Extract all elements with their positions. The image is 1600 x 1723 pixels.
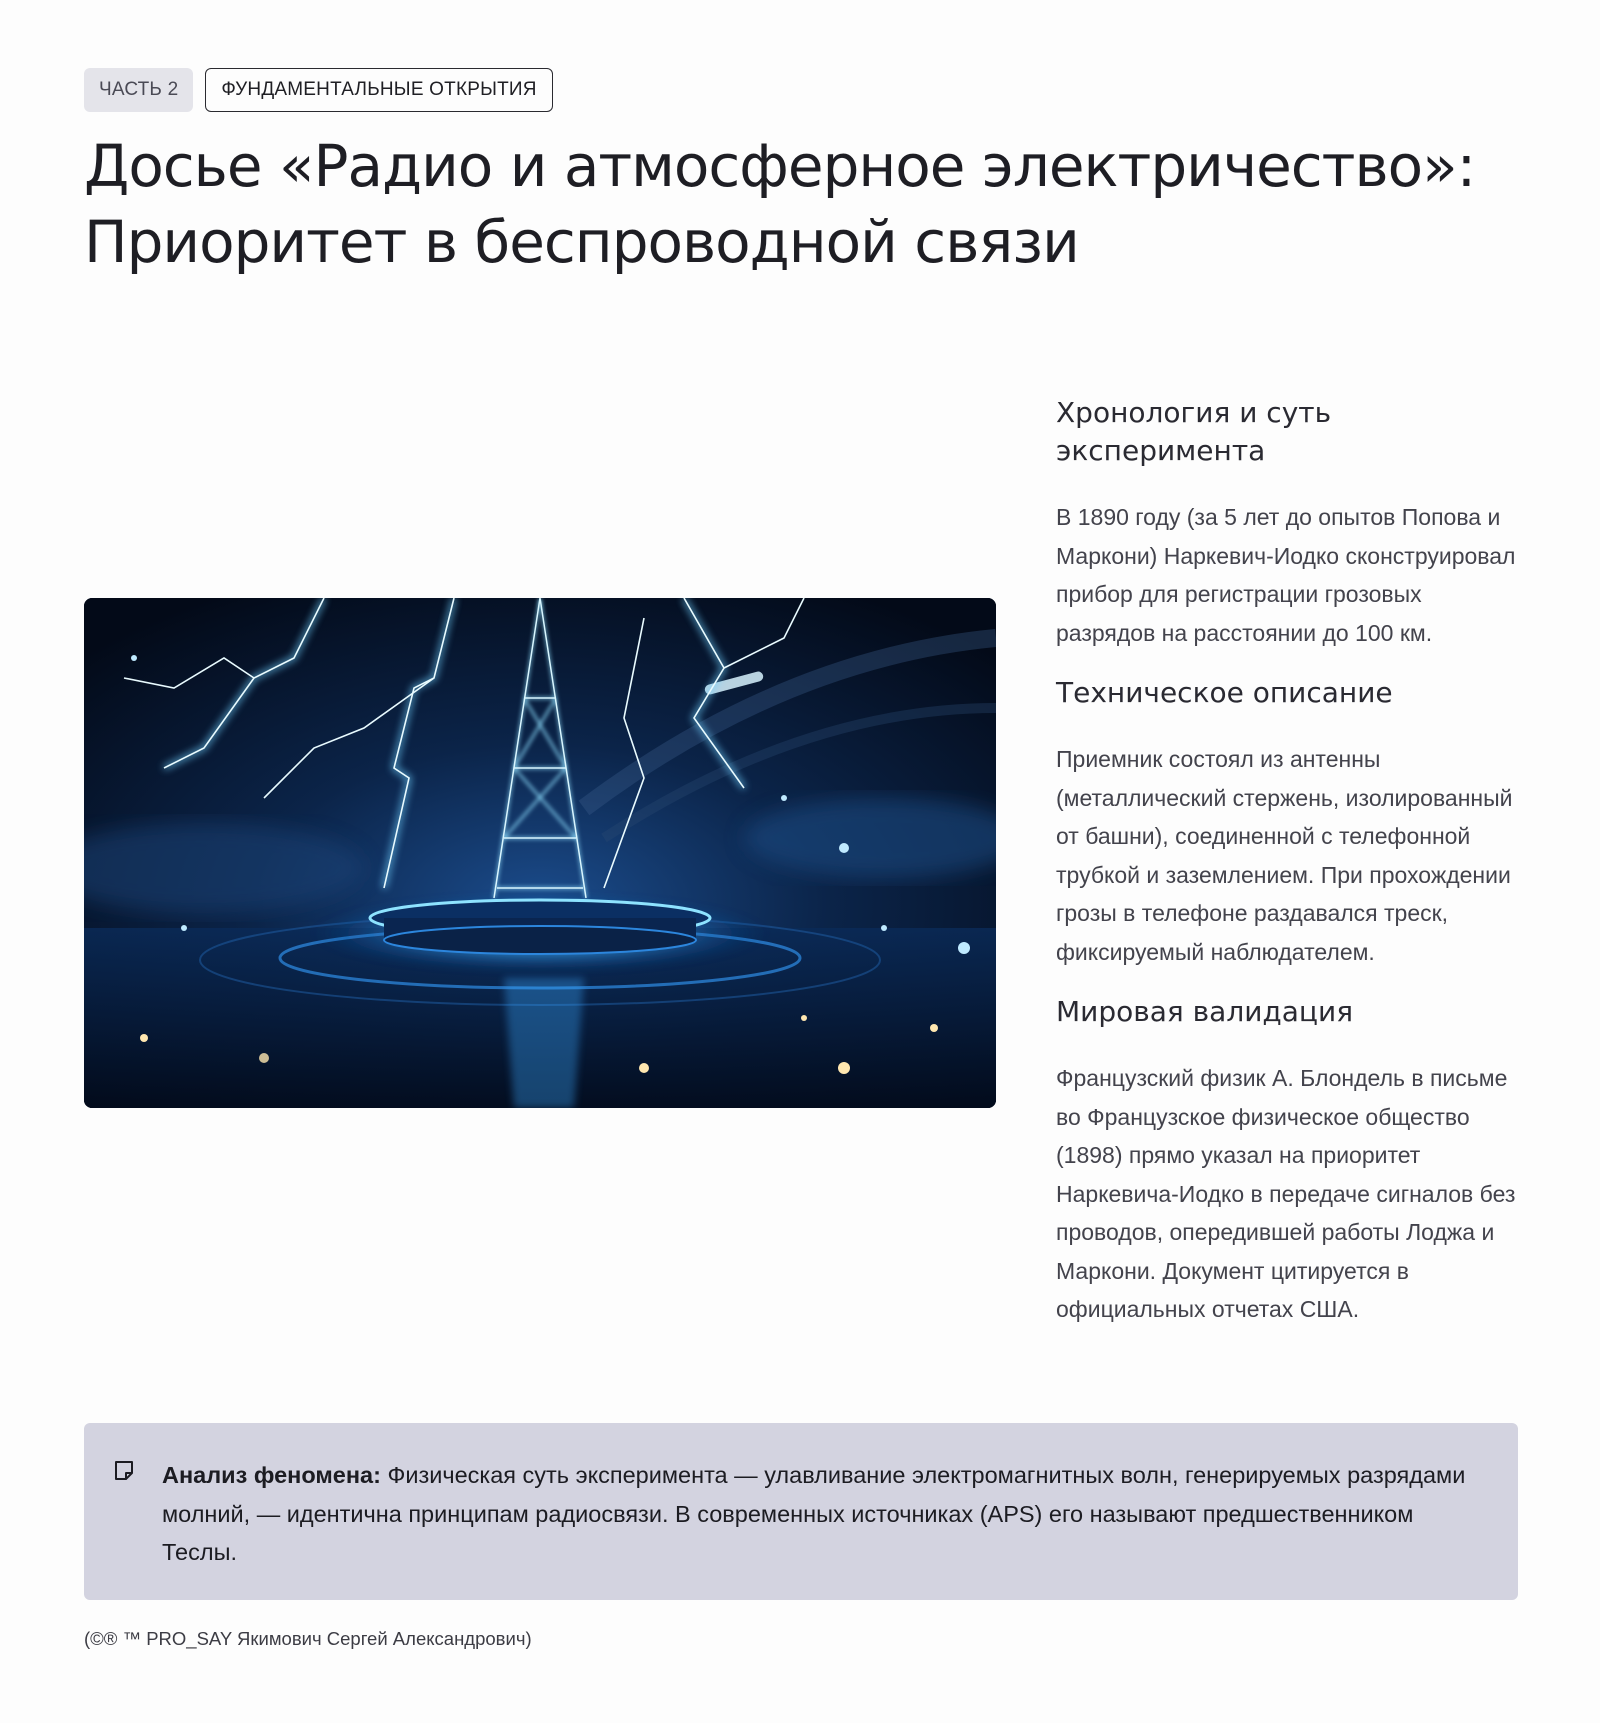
section-heading-chronology: Хронология и суть эксперимента — [1056, 396, 1332, 467]
analysis-callout — [84, 1423, 1518, 1600]
page-title-line-2: Приоритет в беспроводной связи — [84, 208, 1079, 276]
section-text-validation: Французский физик А. Блондель в письме во Французское физическое общество (1898) прямо указал на приоритет Наркевича-Иодко в передаче сигналов без проводов, опередившей работы Лоджа и Маркони. Документ цитируется в официальных отчетах США. — [1056, 1065, 1516, 1322]
callout-label: Анализ феномена: — [162, 1462, 381, 1488]
page-title-line-1: Досье «Радио и атмосферное электричество»: — [84, 132, 1476, 200]
part-tag: ЧАСТЬ 2 — [84, 68, 193, 112]
callout-body: Физическая суть эксперимента — улавливание электромагнитных волн, генерируемых разрядами молний, — идентична принципам радиосвязи. В современных источниках (APS) его называют предшественником Теслы. — [162, 1462, 1466, 1565]
section-text-chronology: В 1890 году (за 5 лет до опытов Попова и Маркони) Наркевич-Иодко сконструировал прибор для регистрации грозовых разрядов на расстоянии до 100 км. — [1056, 504, 1516, 646]
section-heading-validation: Мировая валидация — [1056, 995, 1354, 1028]
callout-text — [162, 1456, 1478, 1572]
page — [84, 68, 1518, 1322]
page-title — [84, 128, 1518, 280]
tag-row — [84, 68, 1518, 112]
lightning-tower-image — [84, 598, 996, 1108]
note-icon — [112, 1459, 136, 1483]
article-sidebar — [1056, 394, 1526, 1351]
section-tag[interactable]: ФУНДАМЕНТАЛЬНЫЕ ОТКРЫТИЯ — [205, 68, 552, 112]
section-text-technical: Приемник состоял из антенны (металлический стержень, изолированный от башни), соединенной с телефонной трубкой и заземлением. При прохождении грозы в телефоне раздавался треск, фиксируемый наблюдателем. — [1056, 746, 1513, 965]
footer-copyright: (©® ™ PRO_SAY Якимович Сергей Александрович) — [84, 1628, 532, 1649]
hero-image — [84, 598, 996, 1108]
main-content — [84, 328, 1518, 1438]
section-heading-technical: Техническое описание — [1056, 676, 1393, 709]
